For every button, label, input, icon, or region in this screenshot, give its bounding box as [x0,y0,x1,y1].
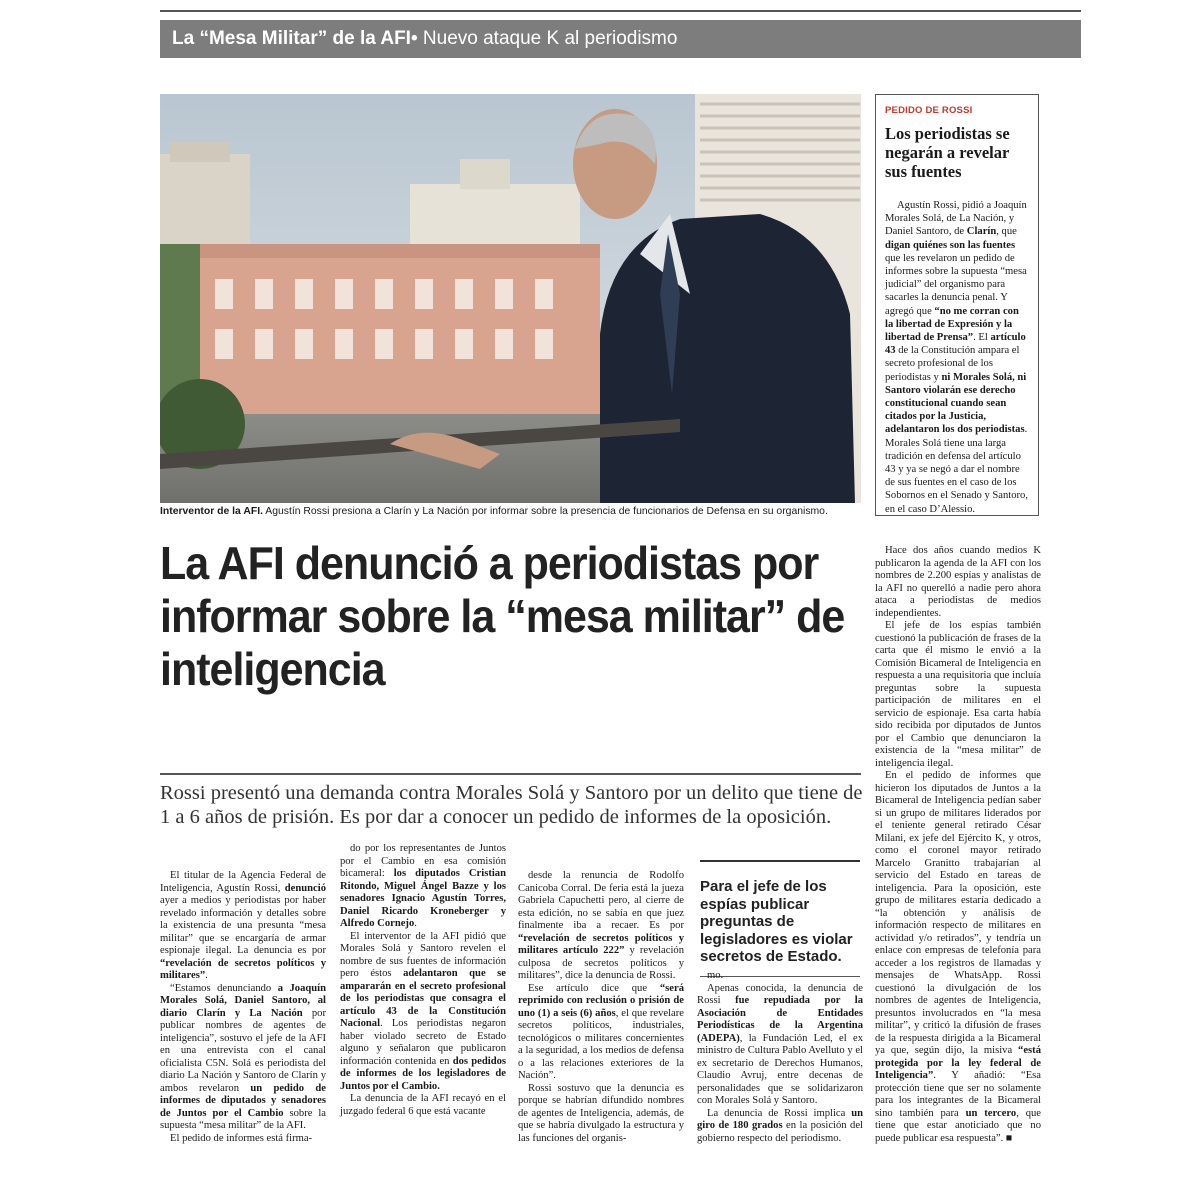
column-1 [160,870,326,1145]
body-paragraph: Hace dos años cuando medios K publicaron la agenda de la AFI con los nombres de 2.200 espías y analistas de la AFI no querelló a nadie pero ahora ataca a periodistas de medios independientes. [875,545,1041,619]
bold-run: adelantaron que se ampararán en el secreto profesional de los periodistas que consagra el artículo 43 de la Constitución Nacional [340,968,506,1029]
caption-lead: Interventor de la AFI. [160,506,263,517]
sidebar-box [875,94,1039,516]
caption-text: Agustín Rossi presiona a Clarín y La Nación por informar sobre la presencia de funcionarios de Defensa en su organismo. [262,506,828,517]
photo-rossi-balcony [160,94,861,503]
sidebar-kicker: PEDIDO DE ROSSI [885,105,973,116]
body-paragraph: Apenas conocida, la denuncia de Rossi fue repudiada por la Asociación de Entidades Periodísticas de la Argentina (ADEPA), la Fundación Led, el ex ministro de Cultura Pablo Avelluto y el ex secretario de Derechos Humanos, Claudio Avruj, entre decenas de personalidades que se solidarizaron con Morales Solá y Santoro. [697,982,864,1106]
bold-run: “no me corran con la libertad de Expresión y la libertad de Prensa” [885,305,1019,344]
column-4 [697,970,863,1145]
bold-run: “revelación de secretos políticos y militares artículo 222” [518,932,684,956]
body-paragraph: El jefe de los espías también cuestionó la publicación de frases de la carta que él mismo le envió a la Comisión Bicameral de Inteligencia en respuesta a una requisitoria que incluía preguntas sobre la supuesta participación de militares en el servicio de espionaje. Esa carta había sido recibida por diputados de Juntos por el Cambio que denunciaron la existencia de la “mesa militar” de inteligencia ilegal. [875,620,1041,769]
photo-caption [160,505,861,518]
bold-run: Clarín [966,226,997,238]
bold-run: denunció [284,882,326,894]
column-3 [518,870,684,1145]
bold-run: digan quiénes son las fuentes [885,239,1016,251]
section-subtitle: Nuevo ataque K al periodismo [422,28,678,49]
deck-rule [160,773,861,775]
section-title: La “Mesa Militar” de la AFI [172,28,411,49]
body-paragraph: mo. [707,970,724,981]
bold-run: “será reprimido con reclusión o prisión de uno (1) a seis (6) años [518,982,684,1019]
pullquote-text: Para el jefe de los espías publicar preguntas de legisladores es violar secretos de Estado. [700,878,853,965]
photo-illustration [160,94,861,503]
bold-run: dos pedidos de informes de los legisladores de Juntos por el Cambio. [340,1055,507,1092]
bold-run: un pedido de informes de diputados y senadores de Juntos por el Cambio [160,1082,326,1119]
section-bullet: • [410,28,418,49]
body-paragraph: El pedido de informes está firma- [170,1132,313,1144]
top-rule [160,10,1081,12]
pullquote [700,860,860,977]
bold-run: “está protegida por la ley federal de Inteligencia” [875,1045,1041,1081]
bold-run: fue repudiada por la Asociación de Entidades Periodísticas de la Argentina (ADEPA) [697,995,864,1044]
deck: Rossi presentó una demanda contra Morales Solá y Santoro por un delito que tiene de 1 a 6 años de prisión. Es por dar a conocer un pedido de informes de la oposición. [160,782,863,828]
body-paragraph: La denuncia de Rossi implica un giro de 180 grados en la posición del gobierno respecto del periodismo. [697,1107,863,1144]
body-paragraph: do por los representantes de Juntos por el Cambio en esa comisión bicameral: los diputados Cristian Ritondo, Miguel Ángel Bazze y los senadores Ignacio Agustín Torres, Daniel Ricardo Kroneberger y Alfredo Cornejo. [340,843,506,929]
body-paragraph: Ese artículo dice que “será reprimido con reclusión o prisión de uno (1) a seis (6) años, el que revelare secretos políticos, industriales, tecnológicos o militares concernientes a la seguridad, a los medios de defensa o a las relaciones exteriores de la Nación”. [518,982,684,1081]
body-paragraph: En el pedido de informes que hicieron los diputados de Juntos a la Bicameral de Inteligencia pedían saber si un grupo de militares liderados por el teniente general retirado César Milani, ex jefe del Ejército K, y otros, como el coronel mayor retirado Marcelo Granitto trabajarían al servicio del Estado en tareas de inteligencia. Para la oposición, este grupo de militares estaría dedicado a “la obtención y análisis de información respecto de militares en actividad y/o retirados”, y tendría un enlace con empresas de telefonía para acceder a los registros de llamadas y mensajes de WhatsApp. Rossi cuestionó la divulgación de los nombres de agentes de Inteligencia, presuntos involucrados en “la mesa militar”, y criticó la difusión de frases de la respuesta dirigida a la Bicameral ya que, según dijo, la misiva “está protegida por la ley federal de Inteligencia”. Y añadió: “Esa protección tiene que ser no solamente para los integrantes de la Bicameral sino también para un tercero, que tiene que estar anoticiado que no puede publicar esa respuesta”. ■ [875,770,1041,1144]
body-paragraph: Rossi sostuvo que la denuncia es porque se habrían difundido nombres de agentes de Inteligencia, además, de que se habría divulgado la estructura y las funciones del organis- [518,1082,684,1144]
sidebar-title: Los periodistas se negarán a revelar sus fuentes [885,124,1010,181]
bold-run: “revelación de secretos políticos y militares” [160,957,326,981]
bold-run: un tercero [965,1107,1017,1119]
body-paragraph: desde la renuncia de Rodolfo Canicoba Corral. De feria está la jueza Gabriela Capuchetti pero, al cierre de esta edición, no se sabía en que juez finalmente iba a recaer. Es por “revelación de secretos políticos y militares artículo 222” y revelación culposa de secretos políticos y militares”, dice la denuncia de Rossi. [518,870,684,981]
bold-run: ni Morales Solá, ni Santoro violarán ese derecho constitucional cuando sean citados por la Justicia, adelantaron los dos periodistas [885,371,1027,436]
bold-run: artículo 43 [885,332,1026,357]
body-paragraph: La denuncia de la AFI recayó en el juzgado federal 6 que está vacante [340,1093,506,1117]
bold-run: a Joaquín Morales Solá, Daniel Santoro, al diario Clarín y La Nación [160,982,326,1019]
body-paragraph: “Estamos denunciando a Joaquín Morales Solá, Daniel Santoro, al diario Clarín y La Nación por publicar nombres de agentes de inteligencia”, sostuvo el jefe de la AFI en una entrevista con el canal oficialista C5N. Solá es periodista del diario La Nación y Santoro de Clarín y ambos revelaron un pedido de informes de diputados y senadores de Juntos por el Cambio sobre la supuesta “mesa militar” de la AFI. [160,982,326,1131]
body-paragraph: El interventor de la AFI pidió que Morales Solá y Santoro revelen el nombre de sus fuentes de información pero éstos adelantaron que se ampararán en el secreto profesional de los periodistas que consagra el artículo 43 de la Constitución Nacional. Los periodistas negaron haber violado secreto de Estado alguno y señalaron que publicaron información contenida en dos pedidos de informes de los legisladores de Juntos por el Cambio. [340,930,507,1092]
body-paragraph: El titular de la Agencia Federal de Inteligencia, Agustín Rossi, denunció ayer a medios y periodistas por haber revelado información y detalles sobre la existencia de una presunta “mesa militar” que se encargaría de armar espionaje ilegal. La denuncia es por “revelación de secretos políticos y militares”. [160,870,326,981]
bold-run: los diputados Cristian Ritondo, Miguel Ángel Bazze y los senadores Ignacio Agustín Torres, Daniel Ricardo Kroneberger y Alfredo Cornejo [340,868,506,929]
sidebar-body: Agustín Rossi, pidió a Joaquín Morales Solá, de La Nación, y Daniel Santoro, de Clarín, que digan quiénes son las fuentes que les revelaron un pedido de informes sobre la supuesta “mesa judicial” del organismo para sacarles la denuncia penal. Y agregó que “no me corran con la libertad de Expresión y la libertad de Prensa”. El artículo 43 de la Constitución ampara el secreto profesional de los periodistas y ni Morales Solá, ni Santoro violarán ese derecho constitucional cuando sean citados por la Justicia, adelantaron los dos periodistas. Morales Solá tiene una larga tradición en defensa del artículo 43 y ya se negó a dar el nombre de sus fuentes en el caso de los Sobornos en el Senado y Santoro, en el caso D’Alessio. [885,200,1029,515]
bold-run: un giro de 180 grados [697,1107,863,1131]
section-header [160,20,1081,58]
column-2 [340,843,506,1118]
headline: La AFI denunció a periodistas por informar sobre la “mesa militar” de inteligencia [160,538,845,696]
column-5 [875,545,1041,1145]
